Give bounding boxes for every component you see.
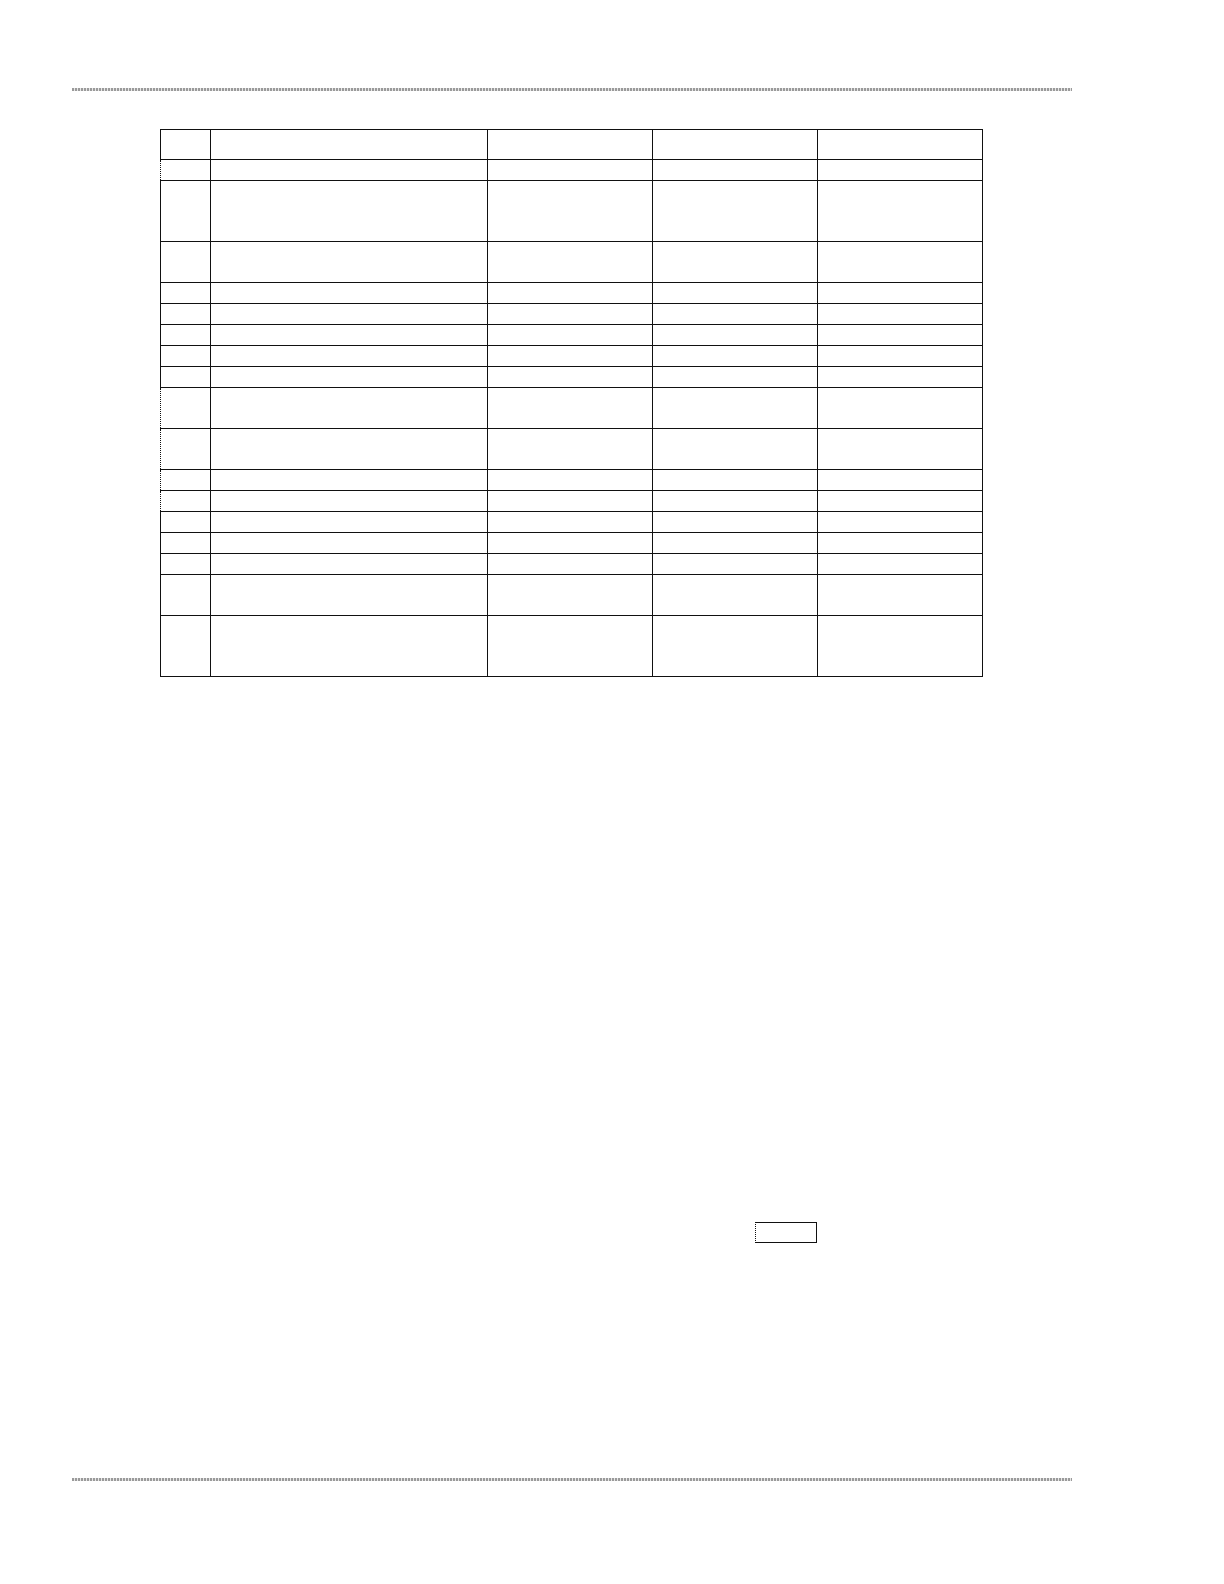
table-header-row <box>161 130 983 160</box>
part-number <box>492 160 648 180</box>
description-line <box>215 408 483 428</box>
item-number <box>161 429 211 470</box>
description-line-small <box>215 262 483 282</box>
table-row <box>161 325 983 346</box>
part-number <box>657 201 813 221</box>
part-number <box>822 242 978 262</box>
part-number <box>657 533 813 553</box>
part-number <box>822 554 978 574</box>
item-description <box>211 491 488 512</box>
model-value-2 <box>653 367 818 388</box>
description-line <box>215 283 483 303</box>
part-number <box>492 221 648 241</box>
item-number <box>161 575 211 616</box>
part-number <box>492 283 648 303</box>
model-value-3 <box>818 367 983 388</box>
model-value-3 <box>818 242 983 283</box>
model-value-1 <box>488 512 653 533</box>
part-number <box>657 367 813 387</box>
part-number <box>492 388 648 408</box>
model-value-2 <box>653 533 818 554</box>
table-row <box>161 470 983 491</box>
model-value-3 <box>818 160 983 181</box>
item-number <box>161 346 211 367</box>
part-number <box>822 160 978 180</box>
part-number <box>492 470 648 490</box>
model-value-1 <box>488 470 653 491</box>
item-number <box>161 470 211 491</box>
part-number <box>822 429 978 449</box>
model-value-3 <box>818 512 983 533</box>
parts-body <box>161 160 983 677</box>
table-row <box>161 554 983 575</box>
part-number <box>657 470 813 490</box>
part-number <box>822 201 978 221</box>
model-value-2 <box>653 575 818 616</box>
table-row <box>161 429 983 470</box>
model-value-3 <box>818 575 983 616</box>
item-description <box>211 554 488 575</box>
part-number <box>492 512 648 532</box>
description-line <box>215 325 483 345</box>
part-number <box>822 367 978 387</box>
table-row <box>161 304 983 325</box>
item-number <box>161 325 211 346</box>
item-number <box>161 512 211 533</box>
part-number <box>492 201 648 221</box>
model-value-2 <box>653 512 818 533</box>
model-value-1 <box>488 429 653 470</box>
model-value-3 <box>818 429 983 470</box>
table-row <box>161 616 983 677</box>
part-number <box>657 554 813 574</box>
header-item <box>161 130 211 160</box>
description-line <box>215 512 483 532</box>
description-line <box>215 346 483 366</box>
part-number <box>657 575 813 595</box>
model-value-3 <box>818 325 983 346</box>
table-row <box>161 575 983 616</box>
part-number <box>492 616 648 636</box>
model-value-2 <box>653 283 818 304</box>
item-number <box>161 242 211 283</box>
footer-rule <box>72 1478 1072 1481</box>
description-line <box>215 367 483 387</box>
table-row <box>161 512 983 533</box>
item-description <box>211 181 488 242</box>
header-rule <box>72 88 1072 91</box>
part-number <box>657 512 813 532</box>
item-description <box>211 616 488 677</box>
table-row <box>161 533 983 554</box>
item-number <box>161 160 211 181</box>
part-number <box>492 429 648 449</box>
table-row <box>161 346 983 367</box>
item-description <box>211 388 488 429</box>
item-description <box>211 512 488 533</box>
model-value-1 <box>488 616 653 677</box>
model-value-1 <box>488 346 653 367</box>
model-value-2 <box>653 616 818 677</box>
description-line <box>215 595 483 615</box>
model-value-2 <box>653 325 818 346</box>
item-description <box>211 160 488 181</box>
part-number <box>822 346 978 366</box>
part-number <box>822 533 978 553</box>
part-number <box>492 367 648 387</box>
item-number <box>161 616 211 677</box>
model-value-1 <box>488 160 653 181</box>
item-number <box>161 283 211 304</box>
part-number <box>657 388 813 408</box>
part-number <box>822 512 978 532</box>
model-value-1 <box>488 283 653 304</box>
model-value-3 <box>818 491 983 512</box>
part-number <box>822 283 978 303</box>
model-value-3 <box>818 181 983 242</box>
notes-block <box>78 1202 878 1205</box>
part-number <box>492 262 648 282</box>
model-value-1 <box>488 304 653 325</box>
item-description <box>211 304 488 325</box>
part-number <box>657 262 813 282</box>
item-description <box>211 575 488 616</box>
part-number <box>657 616 813 636</box>
description-line <box>215 533 483 553</box>
part-number <box>657 160 813 180</box>
description-line <box>215 388 483 408</box>
part-number <box>492 636 648 656</box>
model-value-1 <box>488 242 653 283</box>
item-description <box>211 429 488 470</box>
part-number <box>822 636 978 656</box>
model-value-1 <box>488 367 653 388</box>
item-number <box>161 533 211 554</box>
part-number <box>492 533 648 553</box>
part-number <box>492 575 648 595</box>
item-description <box>211 242 488 283</box>
part-number <box>492 181 648 201</box>
part-number <box>822 304 978 324</box>
header-description <box>211 130 488 160</box>
model-value-3 <box>818 304 983 325</box>
part-number <box>657 429 813 449</box>
model-value-3 <box>818 533 983 554</box>
part-number <box>822 325 978 345</box>
table-row <box>161 160 983 181</box>
model-value-2 <box>653 160 818 181</box>
part-number <box>822 575 978 595</box>
part-number <box>657 346 813 366</box>
description-line <box>215 201 483 221</box>
model-value-2 <box>653 388 818 429</box>
description-line <box>215 554 483 574</box>
item-description <box>211 346 488 367</box>
item-number <box>161 367 211 388</box>
table-row <box>161 491 983 512</box>
part-number <box>657 283 813 303</box>
part-number <box>657 242 813 262</box>
model-value-1 <box>488 388 653 429</box>
item-number <box>161 554 211 575</box>
item-description <box>211 283 488 304</box>
model-value-2 <box>653 554 818 575</box>
table-row <box>161 367 983 388</box>
description-line <box>215 575 483 595</box>
part-number <box>657 181 813 201</box>
table-row <box>161 283 983 304</box>
header-eb12b <box>653 130 818 160</box>
part-number <box>822 221 978 241</box>
model-value-2 <box>653 242 818 283</box>
part-number <box>822 262 978 282</box>
model-value-3 <box>818 616 983 677</box>
part-number <box>657 325 813 345</box>
part-number <box>822 181 978 201</box>
model-value-1 <box>488 325 653 346</box>
part-number <box>657 304 813 324</box>
model-value-1 <box>488 491 653 512</box>
item-description <box>211 325 488 346</box>
item-number <box>161 491 211 512</box>
item-number <box>161 181 211 242</box>
model-value-3 <box>818 346 983 367</box>
part-number <box>822 388 978 408</box>
model-value-2 <box>653 429 818 470</box>
model-value-1 <box>488 533 653 554</box>
table-row <box>161 388 983 429</box>
model-value-3 <box>818 470 983 491</box>
model-value-2 <box>653 491 818 512</box>
shaded-item-legend-box <box>755 1222 817 1243</box>
part-number <box>492 346 648 366</box>
part-number <box>492 325 648 345</box>
model-value-1 <box>488 554 653 575</box>
part-number <box>492 554 648 574</box>
item-number <box>161 388 211 429</box>
part-number <box>657 491 813 511</box>
model-value-1 <box>488 575 653 616</box>
description-line <box>215 304 483 324</box>
model-value-2 <box>653 346 818 367</box>
item-description <box>211 367 488 388</box>
part-number <box>492 491 648 511</box>
model-value-2 <box>653 470 818 491</box>
description-line <box>215 449 483 469</box>
item-number <box>161 304 211 325</box>
parts-table <box>160 129 983 677</box>
description-line <box>215 616 483 636</box>
part-number <box>657 636 813 656</box>
part-number <box>492 304 648 324</box>
part-number <box>822 491 978 511</box>
table-row <box>161 242 983 283</box>
item-description <box>211 533 488 554</box>
model-value-3 <box>818 388 983 429</box>
description-line <box>215 181 483 201</box>
item-description <box>211 470 488 491</box>
part-number <box>822 470 978 490</box>
description-line <box>215 221 483 241</box>
description-line <box>215 429 483 449</box>
model-value-2 <box>653 304 818 325</box>
model-value-3 <box>818 554 983 575</box>
model-value-1 <box>488 181 653 242</box>
part-number <box>822 616 978 636</box>
header-eb15b <box>818 130 983 160</box>
description-line <box>215 636 483 656</box>
description-line <box>215 160 483 180</box>
header-eb10b <box>488 130 653 160</box>
model-value-2 <box>653 181 818 242</box>
description-line <box>215 470 483 490</box>
part-number <box>822 656 978 676</box>
description-line <box>215 491 483 511</box>
model-value-3 <box>818 283 983 304</box>
table-row <box>161 181 983 242</box>
part-number <box>657 221 813 241</box>
description-line <box>215 242 483 262</box>
part-number <box>492 242 648 262</box>
